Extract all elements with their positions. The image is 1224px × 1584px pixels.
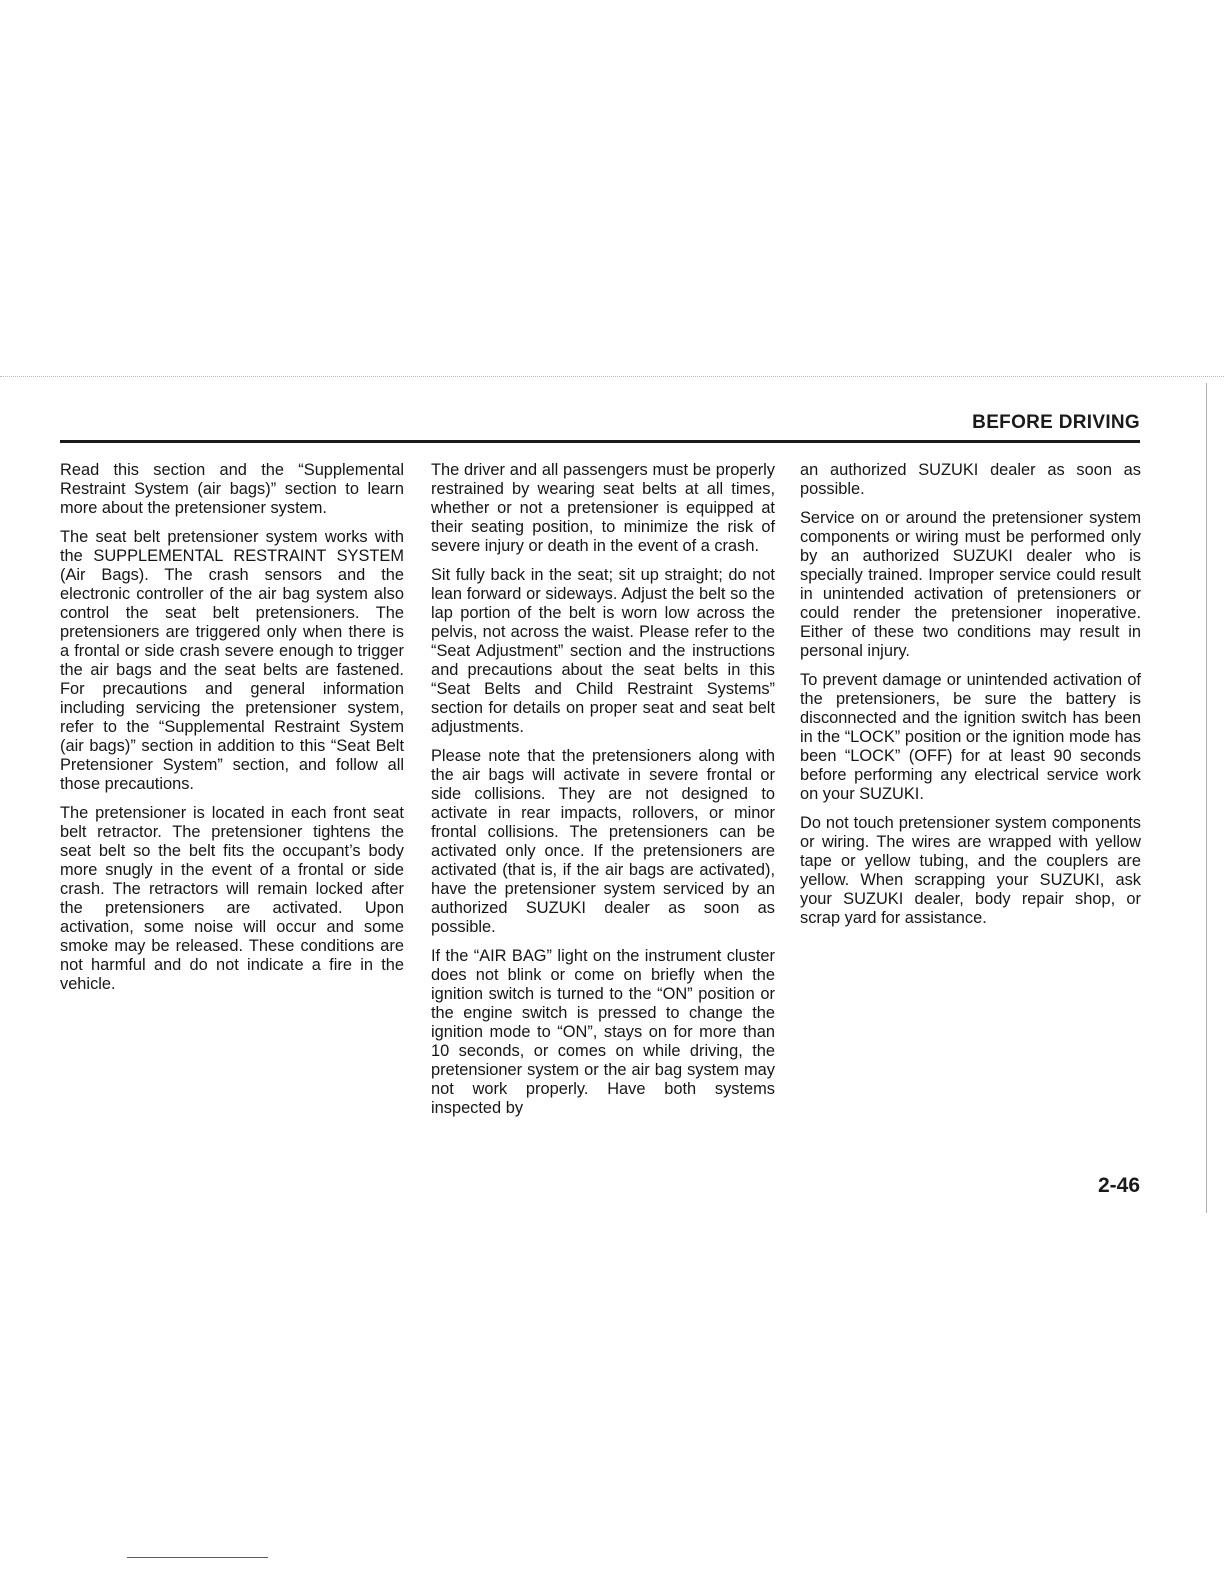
paragraph: To prevent damage or unintended activation of the pretensioners, be sure the battery is disconnected and the ignition switch has been in the “LOCK” position or the ignition mode has been “LOCK” (OFF) for at least 90 seconds before performing any electrical service work on your SUZUKI. — [800, 671, 1141, 803]
section-title: BEFORE DRIVING — [972, 412, 1140, 433]
section-header — [60, 408, 1140, 438]
bottom-link-underline — [127, 1557, 268, 1558]
paragraph: Service on or around the pretensioner system components or wiring must be performed only by an authorized SUZUKI dealer who is specially trained. Improper service could result in unintended activation of pretensioners or could render the pretensioner inoperative. Either of these two conditions may result in personal injury. — [800, 509, 1141, 660]
paragraph: The seat belt pretensioner system works with the SUPPLEMENTAL RESTRAINT SYSTEM (Air Bags). The crash sensors and the electronic controller of the air bag system also control the seat belt pretensioners. The pretensioners are triggered only when there is a frontal or side crash severe enough to trigger the air bags and the seat belts are fastened. For precautions and general information including servicing the pretensioner system, refer to the “Supplemental Restraint System (air bags)” section in addition to this “Seat Belt Pretensioner System” section, and follow all those precautions. — [60, 528, 404, 793]
header-rule — [60, 440, 1140, 443]
paragraph: The pretensioner is located in each front seat belt retractor. The pretensioner tightens the seat belt so the belt fits the occupant’s body more snugly in the event of a frontal or side crash. The retractors will remain locked after the pretensioners are activated. Upon activation, some noise will occur and some smoke may be released. These conditions are not harmful and do not indicate a fire in the vehicle. — [60, 804, 404, 993]
paragraph: Do not touch pretensioner system components or wiring. The wires are wrapped with yellow tape or yellow tubing, and the couplers are yellow. When scrapping your SUZUKI, ask your SUZUKI dealer, body repair shop, or scrap yard for assistance. — [800, 814, 1141, 927]
page-edge-line — [1206, 383, 1207, 1213]
scan-artifact-line — [0, 376, 1224, 377]
page-number: 2-46 — [1097, 1174, 1140, 1197]
paragraph: The driver and all passengers must be properly restrained by wearing seat belts at all times, whether or not a pretensioner is equipped at their seating position, to minimize the risk of severe injury or death in the event of a crash. — [431, 461, 775, 555]
text-column-1 — [60, 461, 404, 1004]
paragraph: If the “AIR BAG” light on the instrument cluster does not blink or come on briefly when the ignition switch is turned to the “ON” position or the engine switch is pressed to change the ignition mode to “ON”, stays on for more than 10 seconds, or comes on while driving, the pretensioner system or the air bag system may not work properly. Have both systems inspected by — [431, 947, 775, 1117]
paragraph: Sit fully back in the seat; sit up straight; do not lean forward or sideways. Adjust the belt so the lap portion of the belt is worn low across the pelvis, not across the waist. Please refer to the “Seat Adjustment” section and the instructions and precautions about the seat belts in this “Seat Belts and Child Restraint Systems” section for details on proper seat and seat belt adjustments. — [431, 566, 775, 736]
paragraph: Please note that the pretensioners along with the air bags will activate in severe frontal or side collisions. They are not designed to activate in rear impacts, rollovers, or minor frontal collisions. The pretensioners can be activated only once. If the pretensioners are activated (that is, if the air bags are activated), have the pretensioner system serviced by an authorized SUZUKI dealer as soon as possible. — [431, 747, 775, 936]
text-column-2 — [431, 461, 775, 1128]
text-column-3 — [800, 461, 1141, 938]
paragraph: an authorized SUZUKI dealer as soon as possible. — [800, 461, 1141, 498]
paragraph: Read this section and the “Supplemental Restraint System (air bags)” section to learn more about the pretensioner system. — [60, 461, 404, 517]
